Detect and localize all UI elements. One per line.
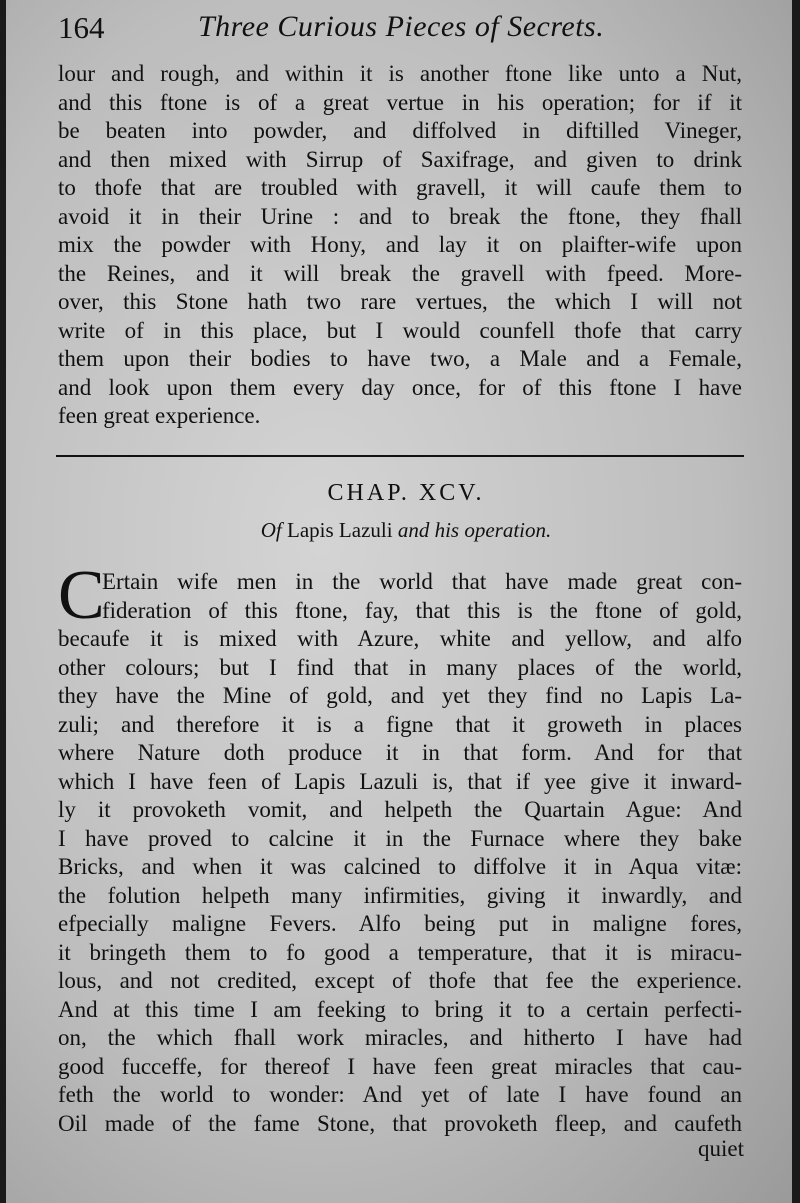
running-title: Three Curious Pieces of Secrets. (198, 10, 605, 43)
subtitle-of: Of (260, 518, 282, 542)
text-line: good fucceffe, for thereof I have feen great miracles that cau- (58, 1053, 742, 1079)
text-line: other colours; but I find that in many places of the world, (58, 654, 742, 680)
catchword: quiet (698, 1136, 744, 1161)
text-line: feth the world to wonder: And yet of late I have found an (58, 1082, 742, 1107)
text-line: avoid it in their Urine : and to break the ftone, they fhall (58, 203, 742, 229)
drop-cap: C (58, 557, 105, 634)
text-line: to thofe that are troubled with gravell, it will caufe them to (58, 175, 742, 200)
text-line: write of in this place, but I would counfell thofe that carry (58, 317, 742, 343)
section-divider (56, 455, 744, 457)
text-line: feen great experience. (58, 403, 261, 428)
text-line: the Reines, and it will break the gravell with fpeed. More- (58, 260, 742, 286)
text-line: and then mixed with Sirrup of Saxifrage, and given to drink (58, 146, 742, 172)
subtitle-operation: and his operation. (397, 518, 552, 542)
text-line: Ertain wife men in the world that have made great con- (102, 569, 742, 594)
running-head (58, 8, 752, 48)
text-line: ly it provoketh vomit, and helpeth the Quartain Ague: And (58, 797, 742, 822)
page-number: 164 (58, 10, 105, 45)
text-line: where Nature doth produce it in that form. And for that (58, 740, 742, 765)
subtitle-lapis: Lapis Lazuli (287, 518, 393, 542)
text-line: Bricks, and when it was calcined to diffolve it in Aqua vitæ: (58, 854, 742, 879)
text-line: and this ftone is of a great vertue in his operation; for if it (58, 89, 742, 115)
text-line: they have the Mine of gold, and yet they find no Lapis La- (58, 683, 742, 708)
text-line: be beaten into powder, and diffolved in diftilled Vineger, (58, 118, 742, 143)
text-line: over, this Stone hath two rare vertues, the which I will not (58, 289, 742, 314)
text-line: on, the which fhall work miracles, and hitherto I have had (58, 1025, 742, 1050)
section2-text (58, 557, 742, 1138)
text-line: And at this time I am feeking to bring it to a certain perfecti- (58, 996, 742, 1022)
text-line: it bringeth them to fo good a temperature, that it is miracu- (58, 939, 742, 965)
text-line: lour and rough, and within it is another ftone like unto a Nut, (58, 61, 742, 86)
text-line: the folution helpeth many infirmities, giving it inwardly, and (58, 882, 742, 908)
section1-text (58, 60, 742, 431)
text-line: mix the powder with Hony, and lay it on plaifter-wife upon (58, 232, 742, 257)
text-line: them upon their bodies to have two, a Male and a Female, (58, 346, 742, 371)
chapter-subtitle (6, 518, 800, 543)
text-line: Oil made of the fame Stone, that provoketh fleep, and caufeth (58, 1110, 742, 1136)
text-line: becaufe it is mixed with Azure, white and yellow, and alfo (58, 626, 742, 651)
text-line: which I have feen of Lapis Lazuli is, that if yee give it inward- (58, 768, 742, 794)
text-line: fideration of this ftone, fay, that this is the ftone of gold, (102, 597, 742, 623)
text-line: I have proved to calcine it in the Furnace where they bake (58, 825, 742, 851)
text-line: and look upon them every day once, for of this ftone I have (58, 374, 742, 400)
book-page (6, 0, 792, 1203)
chapter-title: CHAP. XCV. (327, 480, 485, 506)
text-line: efpecially maligne Fevers. Alfo being put in maligne fores, (58, 911, 742, 936)
text-line: zuli; and therefore it is a figne that it groweth in places (58, 711, 742, 737)
text-line: lous, and not credited, except of thofe that fee the experience. (58, 968, 742, 993)
